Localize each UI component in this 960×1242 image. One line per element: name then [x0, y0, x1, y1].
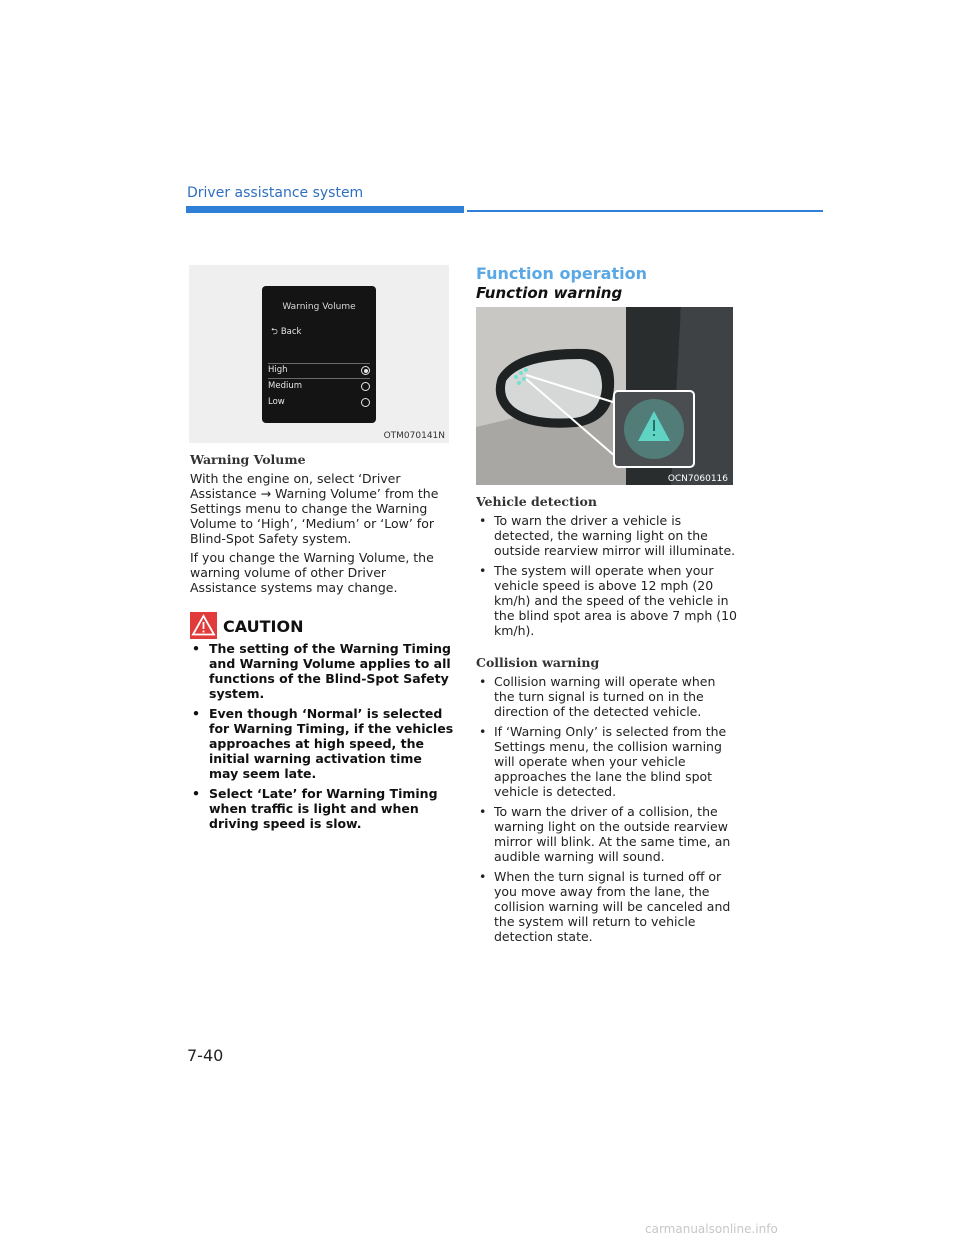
caution-list — [190, 641, 455, 836]
list-item: • If ‘Warning Only’ is selected from the Settings menu, the collision warning will operate when your vehicle approaches the lane the blind spot vehicle is detected. — [476, 724, 738, 799]
option-high — [268, 363, 370, 379]
list-item: • Collision warning will operate when the turn signal is turned on in the direction of the detected vehicle. — [476, 674, 738, 719]
list-item: • To warn the driver a vehicle is detected, the warning light on the outside rearview mirror will illuminate. — [476, 513, 738, 558]
back-button — [271, 326, 301, 340]
vehicle-detection-heading: Vehicle detection — [476, 494, 597, 509]
function-warning-subtitle: Function warning — [476, 284, 623, 302]
caution-label: CAUTION — [223, 617, 304, 636]
warning-volume-para2: If you change the Warning Volume, the warning volume of other Driver Assistance systems may change. — [190, 550, 434, 595]
list-item: • When the turn signal is turned off or you move away from the lane, the collision warning will be canceled and the system will return to vehicle detection state. — [476, 869, 738, 944]
caution-item: • Even though ‘Normal’ is selected for Warning Timing, if the vehicles approaches at high speed, the initial warning activation time may seem late. — [190, 706, 455, 781]
radio-selected-icon — [361, 366, 370, 375]
warning-volume-heading: Warning Volume — [190, 452, 306, 467]
section-title: Driver assistance system — [187, 185, 364, 201]
back-arrow-icon: ⮌ — [271, 327, 278, 337]
option-low — [268, 396, 370, 410]
option-medium-label: Medium — [268, 381, 302, 391]
collision-warning-list — [476, 674, 738, 949]
warning-volume-figure — [189, 265, 449, 443]
back-label: Back — [280, 327, 302, 337]
option-high-label: High — [268, 365, 288, 375]
watermark: carmanualsonline.info — [645, 1222, 778, 1236]
cluster-screen — [262, 286, 376, 423]
figure2-code: OCN7060116 — [667, 474, 728, 484]
vehicle-detection-list — [476, 513, 738, 643]
mirror-warning-figure — [476, 307, 733, 485]
list-item: • To warn the driver of a collision, the warning light on the outside rearview mirror will blink. At the same time, an audible warning will sound. — [476, 804, 738, 864]
mirror-illustration — [476, 307, 733, 485]
radio-empty-icon — [361, 382, 370, 391]
caution-warning-icon — [190, 612, 217, 639]
collision-warning-heading: Collision warning — [476, 655, 600, 670]
list-item: • The system will operate when your vehicle speed is above 12 mph (20 km/h) and the speed of the vehicle in the blind spot area is above 7 mph (10 km/h). — [476, 563, 738, 638]
caution-item: • The setting of the Warning Timing and Warning Volume applies to all functions of the Blind-Spot Safety system. — [190, 641, 455, 701]
function-operation-title: Function operation — [476, 264, 647, 283]
header-rule-thin — [467, 210, 823, 212]
option-low-label: Low — [268, 397, 285, 407]
option-medium — [268, 380, 370, 394]
radio-empty-icon — [361, 398, 370, 407]
warning-volume-para1: With the engine on, select ‘Driver Assistance → Warning Volume’ from the Settings menu to change the Warning Volume to ‘High’, ‘Medium’ or ‘Low’ for Blind-Spot Safety system. — [190, 471, 439, 546]
caution-item: • Select ‘Late’ for Warning Timing when traffic is light and when driving speed is slow. — [190, 786, 455, 831]
figure1-code: OTM070141N — [383, 431, 445, 441]
page-number: 7-40 — [187, 1046, 224, 1065]
screen-title: Warning Volume — [282, 302, 356, 312]
header-rule-thick — [186, 206, 464, 213]
